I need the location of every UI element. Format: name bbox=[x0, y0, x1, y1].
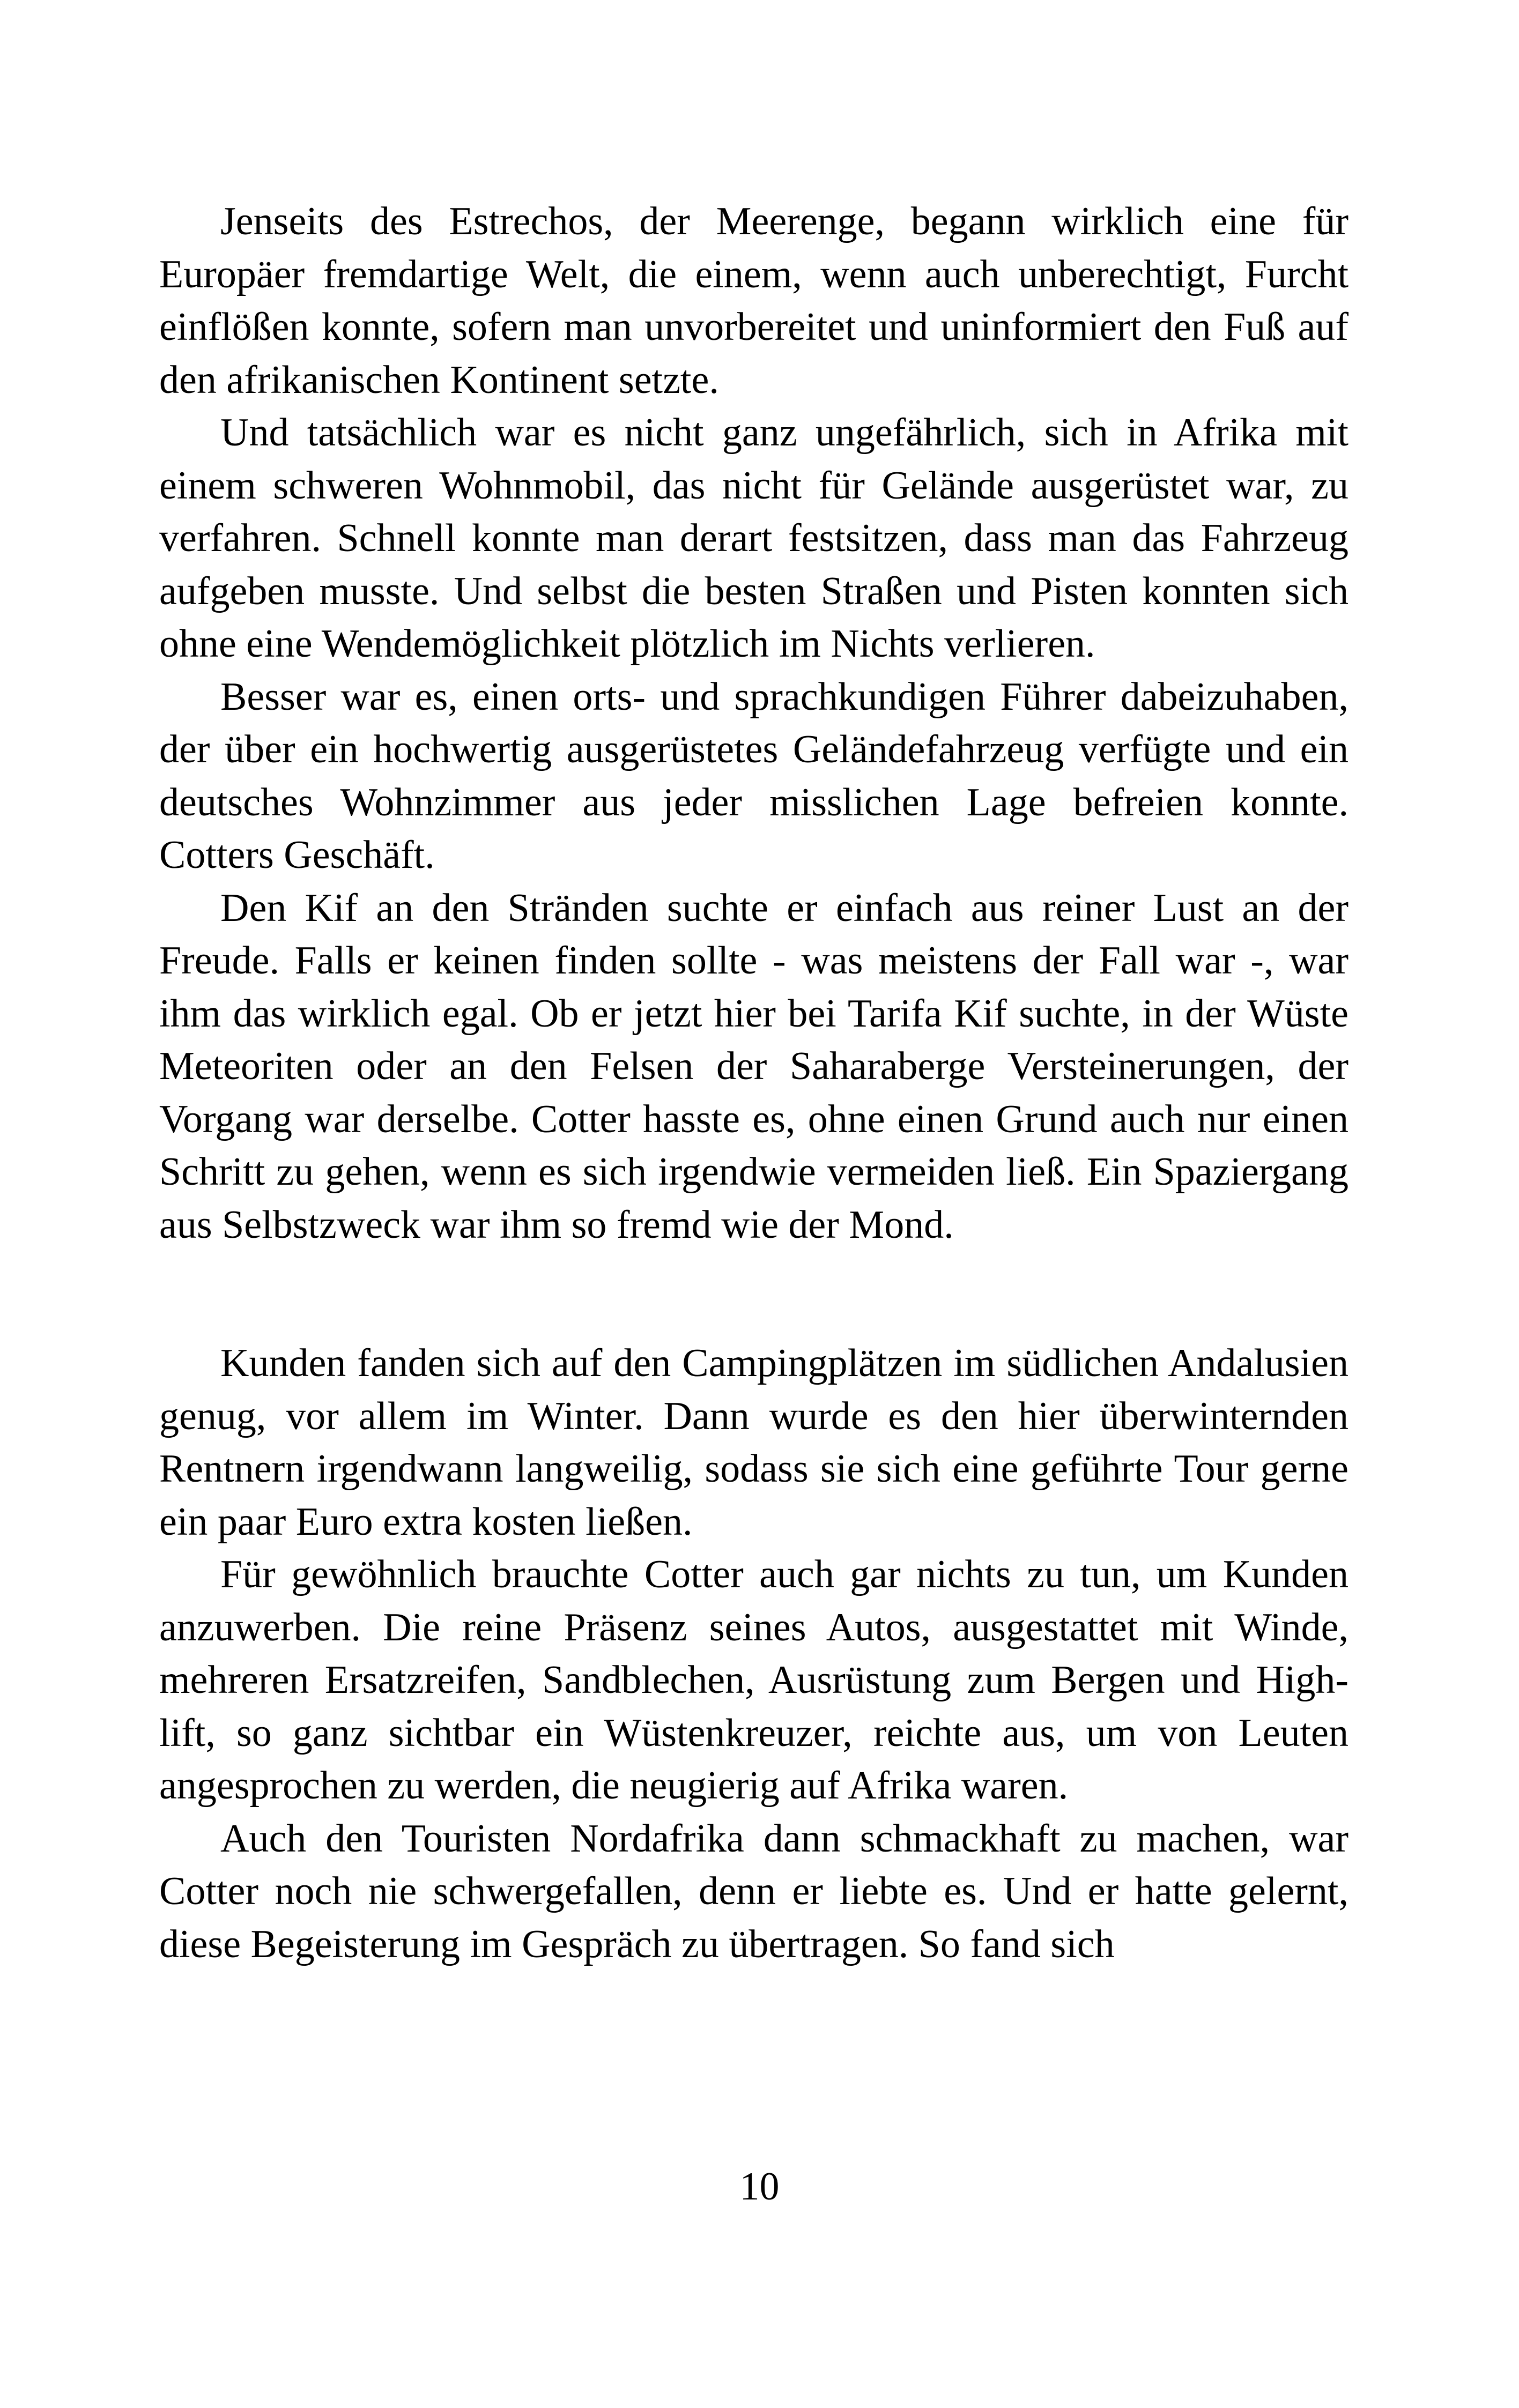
paragraph: Besser war es, einen orts- und sprachkundigen Führer dabeizuhaben, der über ein hochwertig ausgerüstetes Geländefahrzeug verfügte und ein deutsches Wohnzimmer aus jeder misslichen Lage befreien konnte. Cotters Geschäft. bbox=[159, 674, 1348, 877]
paragraph: Jenseits des Estrechos, der Meerenge, begann wirklich eine für Europäer fremdartige Welt, die einem, wenn auch unberechtigt, Furcht einflößen konnte, sofern man unvorbereitet und uninformiert den Fuß auf den afrikanischen Kontinent setzte. bbox=[159, 199, 1348, 402]
body-text bbox=[159, 195, 1348, 1971]
section-break bbox=[159, 1251, 1348, 1337]
paragraph: Für gewöhnlich brauchte Cotter auch gar nichts zu tun, um Kunden anzuwerben. Die reine Präsenz seines Autos, ausgestattet mit Winde, mehreren Ersatzreifen, Sandblechen, Ausrüstung zum Bergen und High-lift, so ganz sichtbar ein Wüstenkreuzer, reichte aus, um von Leuten angesprochen zu werden, die neugierig auf Afrika waren. bbox=[159, 1552, 1348, 1808]
paragraph: Den Kif an den Stränden suchte er einfach aus reiner Lust an der Freude. Falls er keinen finden sollte - was meistens der Fall war -, war ihm das wirklich egal. Ob er jetzt hier bei Tarifa Kif suchte, in der Wüste Meteoriten oder an den Felsen der Saharaberge Versteinerungen, der Vorgang war derselbe. Cotter hasste es, ohne einen Grund auch nur einen Schritt zu gehen, wenn es sich irgendwie vermeiden ließ. Ein Spaziergang aus Selbstzweck war ihm so fremd wie der Mond. bbox=[159, 886, 1348, 1247]
page-number: 10 bbox=[739, 2165, 780, 2209]
paragraph: Und tatsächlich war es nicht ganz ungefährlich, sich in Afrika mit einem schweren Wohnmobil, das nicht für Gelände ausgerüstet war, zu verfahren. Schnell konnte man derart festsitzen, dass man das Fahrzeug aufgeben musste. Und selbst die besten Straßen und Pisten konnten sich ohne eine Wendemöglichkeit plötzlich im Nichts verlieren. bbox=[159, 411, 1348, 666]
paragraph: Kunden fanden sich auf den Campingplätzen im südlichen Andalusien genug, vor allem im Winter. Dann wurde es den hier überwinternden Rentnern irgendwann langweilig, sodass sie sich eine geführte Tour gerne ein paar Euro extra kosten ließen. bbox=[159, 1341, 1348, 1544]
paragraph: Auch den Touristen Nordafrika dann schmackhaft zu machen, war Cotter noch nie schwergefallen, denn er liebte es. Und er hatte gelernt, diese Begeisterung im Gespräch zu übertragen. So fand sich bbox=[159, 1816, 1348, 1966]
